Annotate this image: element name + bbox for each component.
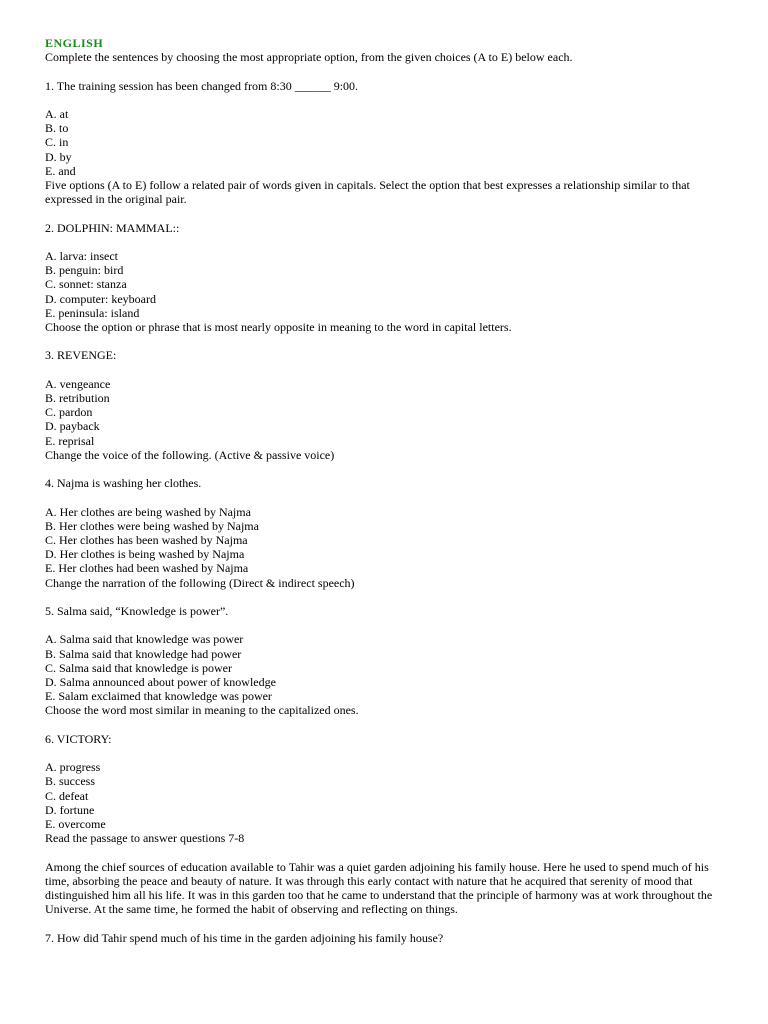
q3-option-a: A. vengeance (45, 376, 111, 391)
q2-option-c: C. sonnet: stanza (45, 277, 127, 292)
spacer (45, 206, 725, 220)
spacer (45, 93, 725, 107)
spacer (45, 916, 725, 930)
spacer (45, 590, 725, 604)
q4-option-b: B. Her clothes were being washed by Najma (45, 518, 259, 533)
question-6: 6. VICTORY: (45, 731, 112, 746)
spacer (45, 363, 725, 377)
question-5: 5. Salma said, “Knowledge is power”. (45, 603, 229, 618)
q1-option-d: D. by (45, 149, 72, 164)
instruction-passage: Read the passage to answer questions 7-8 (45, 831, 245, 846)
question-1: 1. The training session has been changed from 8:30 ______ 9:00. (45, 78, 359, 93)
q6-option-e: E. overcome (45, 816, 106, 831)
q5-option-e: E. Salam exclaimed that knowledge was power (45, 689, 272, 704)
spacer (45, 618, 725, 632)
instruction-synonym: Choose the word most similar in meaning to the capitalized ones. (45, 703, 359, 718)
instruction-narration: Change the narration of the following (Direct & indirect speech) (45, 575, 355, 590)
q6-option-b: B. success (45, 774, 95, 789)
spacer (45, 334, 725, 348)
q2-option-b: B. penguin: bird (45, 263, 124, 278)
section-heading: ENGLISH (45, 36, 104, 50)
q6-option-a: A. progress (45, 760, 101, 775)
q1-option-e: E. and (45, 163, 76, 178)
q6-option-c: C. defeat (45, 788, 89, 803)
q1-option-a: A. at (45, 106, 69, 121)
spacer (45, 490, 725, 504)
q5-option-d: D. Salma announced about power of knowledge (45, 674, 276, 689)
q2-option-a: A. larva: insect (45, 248, 118, 263)
question-3: 3. REVENGE: (45, 348, 117, 363)
question-7: 7. How did Tahir spend much of his time in the garden adjoining his family house? (45, 930, 444, 945)
spacer (45, 64, 725, 78)
spacer (45, 845, 725, 859)
q5-option-c: C. Salma said that knowledge is power (45, 660, 232, 675)
instruction-voice: Change the voice of the following. (Active & passive voice) (45, 447, 335, 462)
q4-option-d: D. Her clothes is being washed by Najma (45, 547, 245, 562)
q3-option-d: D. payback (45, 419, 100, 434)
instruction-complete-sentences: Complete the sentences by choosing the most appropriate option, from the given choices (A to E) below each. (45, 50, 573, 65)
spacer (45, 462, 725, 476)
question-4: 4. Najma is washing her clothes. (45, 476, 202, 491)
reading-passage: Among the chief sources of education available to Tahir was a quiet garden adjoining his family house. Here he used to spend much of his time, absorbing the peace and beauty of nature. It was through this early contact with nature that he acquired that serenity of mood that distinguished him all his life. It was in this garden too that he came to understand that the principle of harmony was at work throughout the Universe. At the same time, he formed the habit of observing and reflecting on things. (45, 859, 713, 917)
spacer (45, 718, 725, 732)
instruction-analogy: Five options (A to E) follow a related pair of words given in capitals. Select the option that best expresses a relationship similar to that expressed in the original pair. (45, 178, 690, 207)
instruction-antonym: Choose the option or phrase that is most nearly opposite in meaning to the word in capital letters. (45, 320, 512, 334)
question-2: 2. DOLPHIN: MAMMAL:: (45, 220, 180, 235)
q5-option-b: B. Salma said that knowledge had power (45, 646, 242, 661)
q1-option-b: B. to (45, 121, 69, 136)
spacer (45, 235, 725, 249)
q3-option-c: C. pardon (45, 405, 93, 420)
q2-option-e: E. peninsula: island (45, 305, 140, 320)
q4-option-c: C. Her clothes has been washed by Najma (45, 532, 248, 547)
document-page (45, 36, 725, 945)
q2-option-d: D. computer: keyboard (45, 291, 156, 306)
q5-option-a: A. Salma said that knowledge was power (45, 632, 244, 647)
q1-option-c: C. in (45, 135, 69, 150)
q4-option-e: E. Her clothes had been washed by Najma (45, 561, 249, 576)
q4-option-a: A. Her clothes are being washed by Najma (45, 504, 251, 519)
q3-option-b: B. retribution (45, 390, 110, 405)
q3-option-e: E. reprisal (45, 433, 95, 448)
q6-option-d: D. fortune (45, 802, 95, 817)
spacer (45, 746, 725, 760)
